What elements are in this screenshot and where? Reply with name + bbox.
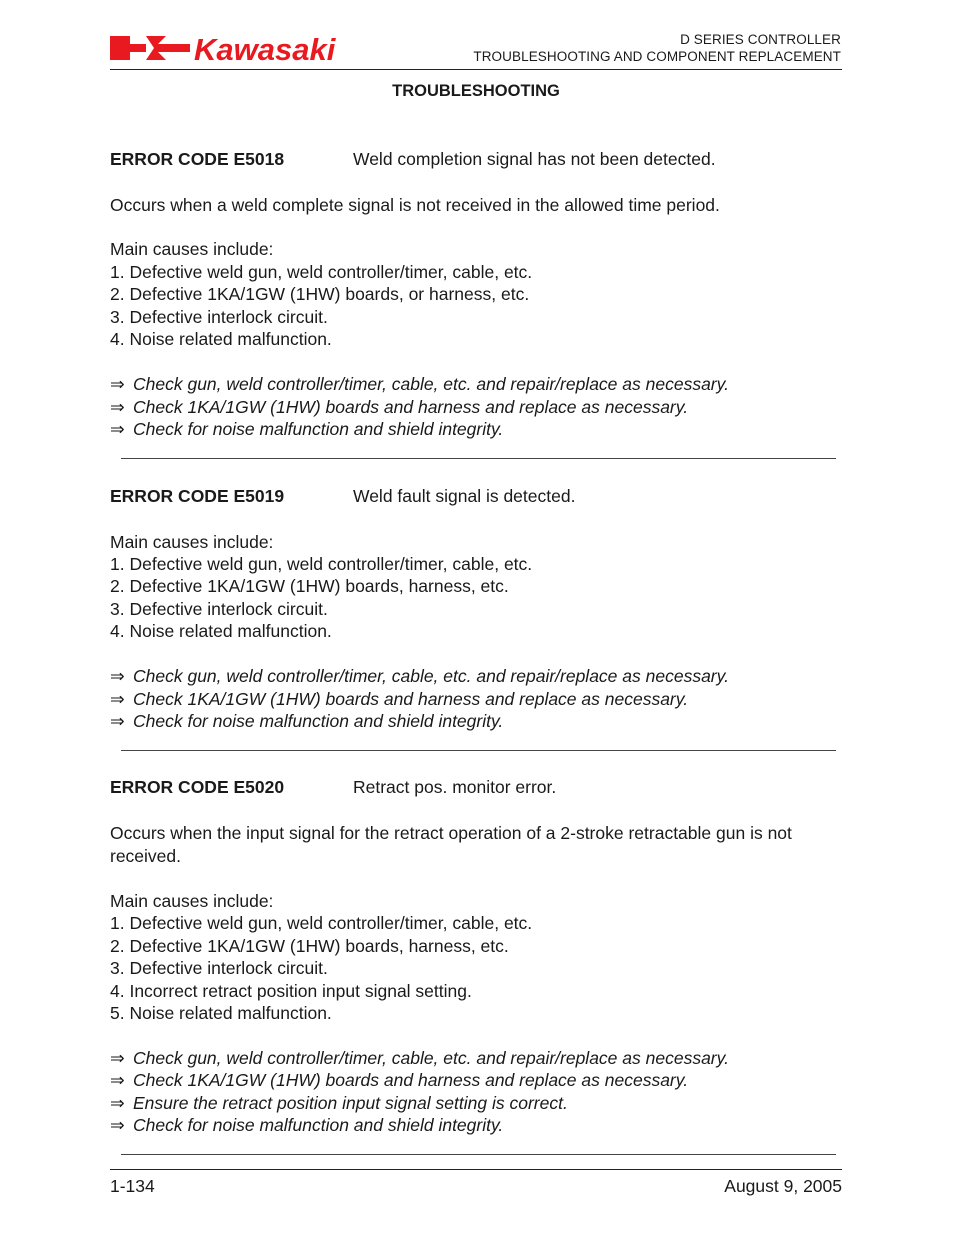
logo-wordmark: Kawasaki	[194, 32, 336, 66]
section-title: TROUBLESHOOTING	[392, 82, 560, 100]
action-item: ⇒ Check 1KA/1GW (1HW) boards and harness and replace as necessary.	[110, 1070, 689, 1090]
arrow-icon: ⇒	[110, 1093, 125, 1113]
document-date: August 9, 2005	[724, 1176, 842, 1196]
document-header-info	[473, 31, 841, 65]
cause-item: 4. Noise related malfunction.	[110, 329, 332, 349]
arrow-icon: ⇒	[110, 397, 125, 417]
causes-title: Main causes include:	[110, 532, 274, 552]
error-code-label: ERROR CODE E5019	[110, 486, 285, 506]
footer-rule	[110, 1169, 842, 1170]
cause-item: 2. Defective 1KA/1GW (1HW) boards, or harness, etc.	[110, 284, 530, 304]
section-divider	[121, 458, 836, 459]
arrow-icon: ⇒	[110, 711, 125, 731]
section-divider	[121, 750, 836, 751]
cause-item: 1. Defective weld gun, weld controller/timer, cable, etc.	[110, 554, 533, 574]
arrow-icon: ⇒	[110, 1115, 125, 1135]
header-rule	[110, 69, 842, 70]
error-code-label: ERROR CODE E5020	[110, 777, 285, 797]
action-item: ⇒ Check 1KA/1GW (1HW) boards and harness and replace as necessary.	[110, 397, 689, 417]
section-divider	[121, 1154, 836, 1155]
causes-title: Main causes include:	[110, 891, 274, 911]
action-item: ⇒ Check for noise malfunction and shield integrity.	[110, 1115, 504, 1135]
cause-item: 1. Defective weld gun, weld controller/timer, cable, etc.	[110, 262, 533, 282]
error-description: Weld completion signal has not been detected.	[353, 149, 716, 169]
cause-item: 5. Noise related malfunction.	[110, 1003, 332, 1023]
arrow-icon: ⇒	[110, 689, 125, 709]
cause-item: 4. Noise related malfunction.	[110, 621, 332, 641]
cause-item: 2. Defective 1KA/1GW (1HW) boards, harness, etc.	[110, 576, 509, 596]
arrow-icon: ⇒	[110, 1048, 125, 1068]
kawasaki-logo-mark	[110, 30, 388, 66]
header-series: D SERIES CONTROLLER	[680, 32, 841, 47]
arrow-icon: ⇒	[110, 419, 125, 439]
kawasaki-logo	[110, 30, 388, 66]
arrow-icon: ⇒	[110, 666, 125, 686]
action-item: ⇒ Check for noise malfunction and shield integrity.	[110, 711, 504, 731]
action-item: ⇒ Check gun, weld controller/timer, cable, etc. and repair/replace as necessary.	[110, 374, 729, 394]
cause-item: 3. Defective interlock circuit.	[110, 307, 328, 327]
arrow-icon: ⇒	[110, 374, 125, 394]
causes-title: Main causes include:	[110, 239, 274, 259]
action-item: ⇒ Ensure the retract position input signal setting is correct.	[110, 1093, 568, 1113]
occurs-text: Occurs when the input signal for the retract operation of a 2-stroke retractable gun is not	[110, 823, 792, 843]
action-item: ⇒ Check gun, weld controller/timer, cable, etc. and repair/replace as necessary.	[110, 1048, 729, 1068]
page-number: 1-134	[110, 1176, 155, 1196]
action-item: ⇒ Check gun, weld controller/timer, cable, etc. and repair/replace as necessary.	[110, 666, 729, 686]
cause-item: 4. Incorrect retract position input signal setting.	[110, 981, 472, 1001]
action-item: ⇒ Check for noise malfunction and shield integrity.	[110, 419, 504, 439]
occurs-text: Occurs when a weld complete signal is not received in the allowed time period.	[110, 195, 720, 215]
cause-item: 3. Defective interlock circuit.	[110, 958, 328, 978]
header-chapter: TROUBLESHOOTING AND COMPONENT REPLACEMENT	[473, 49, 841, 64]
arrow-icon: ⇒	[110, 1070, 125, 1090]
cause-item: 1. Defective weld gun, weld controller/timer, cable, etc.	[110, 913, 533, 933]
cause-item: 3. Defective interlock circuit.	[110, 599, 328, 619]
action-item: ⇒ Check 1KA/1GW (1HW) boards and harness and replace as necessary.	[110, 689, 689, 709]
error-description: Retract pos. monitor error.	[353, 777, 557, 797]
occurs-text: received.	[110, 846, 182, 866]
error-description: Weld fault signal is detected.	[353, 486, 576, 506]
error-code-label: ERROR CODE E5018	[110, 149, 285, 169]
cause-item: 2. Defective 1KA/1GW (1HW) boards, harness, etc.	[110, 936, 509, 956]
